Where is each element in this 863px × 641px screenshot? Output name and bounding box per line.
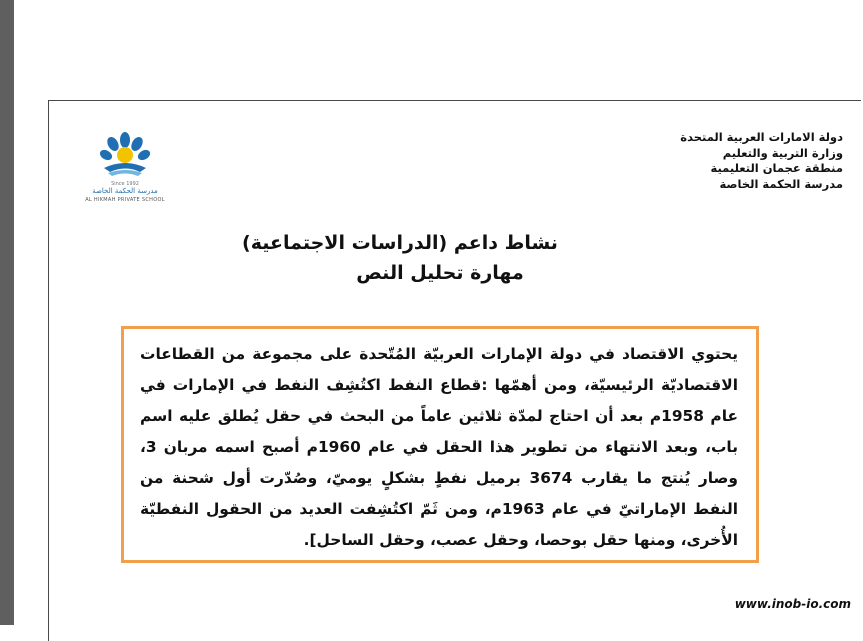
passage-text: يحتوي الاقتصاد في دولة الإمارات العربيّة المُتّحدة على مجموعة من القطاعات الاقتصاديّة الرئيسيّة، ومن أهمّها :قطاع النفط اكتُشِف النفط في الإمارات في عام 1958م بعد أن احتاج لمدّة ثلاثين عاماً من البحث في حقل يُطلق عليه اسم باب، وبعد الانتهاء من تطوير هذا الحقل في عام 1960م أصبح اسمه مربان 3، وصار يُنتج ما يقارب 3674 برميل نفطٍ بشكلٍ يوميّ، وصُدّرت أول شحنة من النفط الإماراتيّ في عام 1963م، ومن ثَمّ اكتُشِفت العديد من الحقول النفطيّة الأُخرى، ومنها حقل بوحصا، وحقل عصب، وحقل الساحل]. (140, 345, 739, 549)
left-margin-bar (0, 0, 14, 625)
skill-title: مهارة تحليل النص (356, 262, 524, 284)
ministry-header (603, 130, 843, 192)
header-line-school: مدرسة الحكمة الخاصة (719, 176, 843, 191)
logo-flower-icon (98, 132, 152, 176)
school-logo (80, 128, 170, 206)
site-watermark: www.inob-io.com (734, 597, 851, 611)
logo-since-text: Since 1992 (111, 181, 139, 187)
logo-english-name: AL HIKMAH PRIVATE SCHOOL (85, 197, 165, 203)
header-line-ministry: وزارة التربية والتعليم (722, 145, 843, 160)
passage-box (121, 326, 759, 563)
activity-title: نشاط داعم (الدراسات الاجتماعية) (242, 232, 558, 254)
header-line-zone: منطقة عجمان التعليمية (710, 161, 843, 175)
header-line-country: دولة الامارات العربية المتحدة (680, 130, 843, 144)
logo-arabic-name: مدرسة الحكمة الخاصة (92, 187, 158, 195)
